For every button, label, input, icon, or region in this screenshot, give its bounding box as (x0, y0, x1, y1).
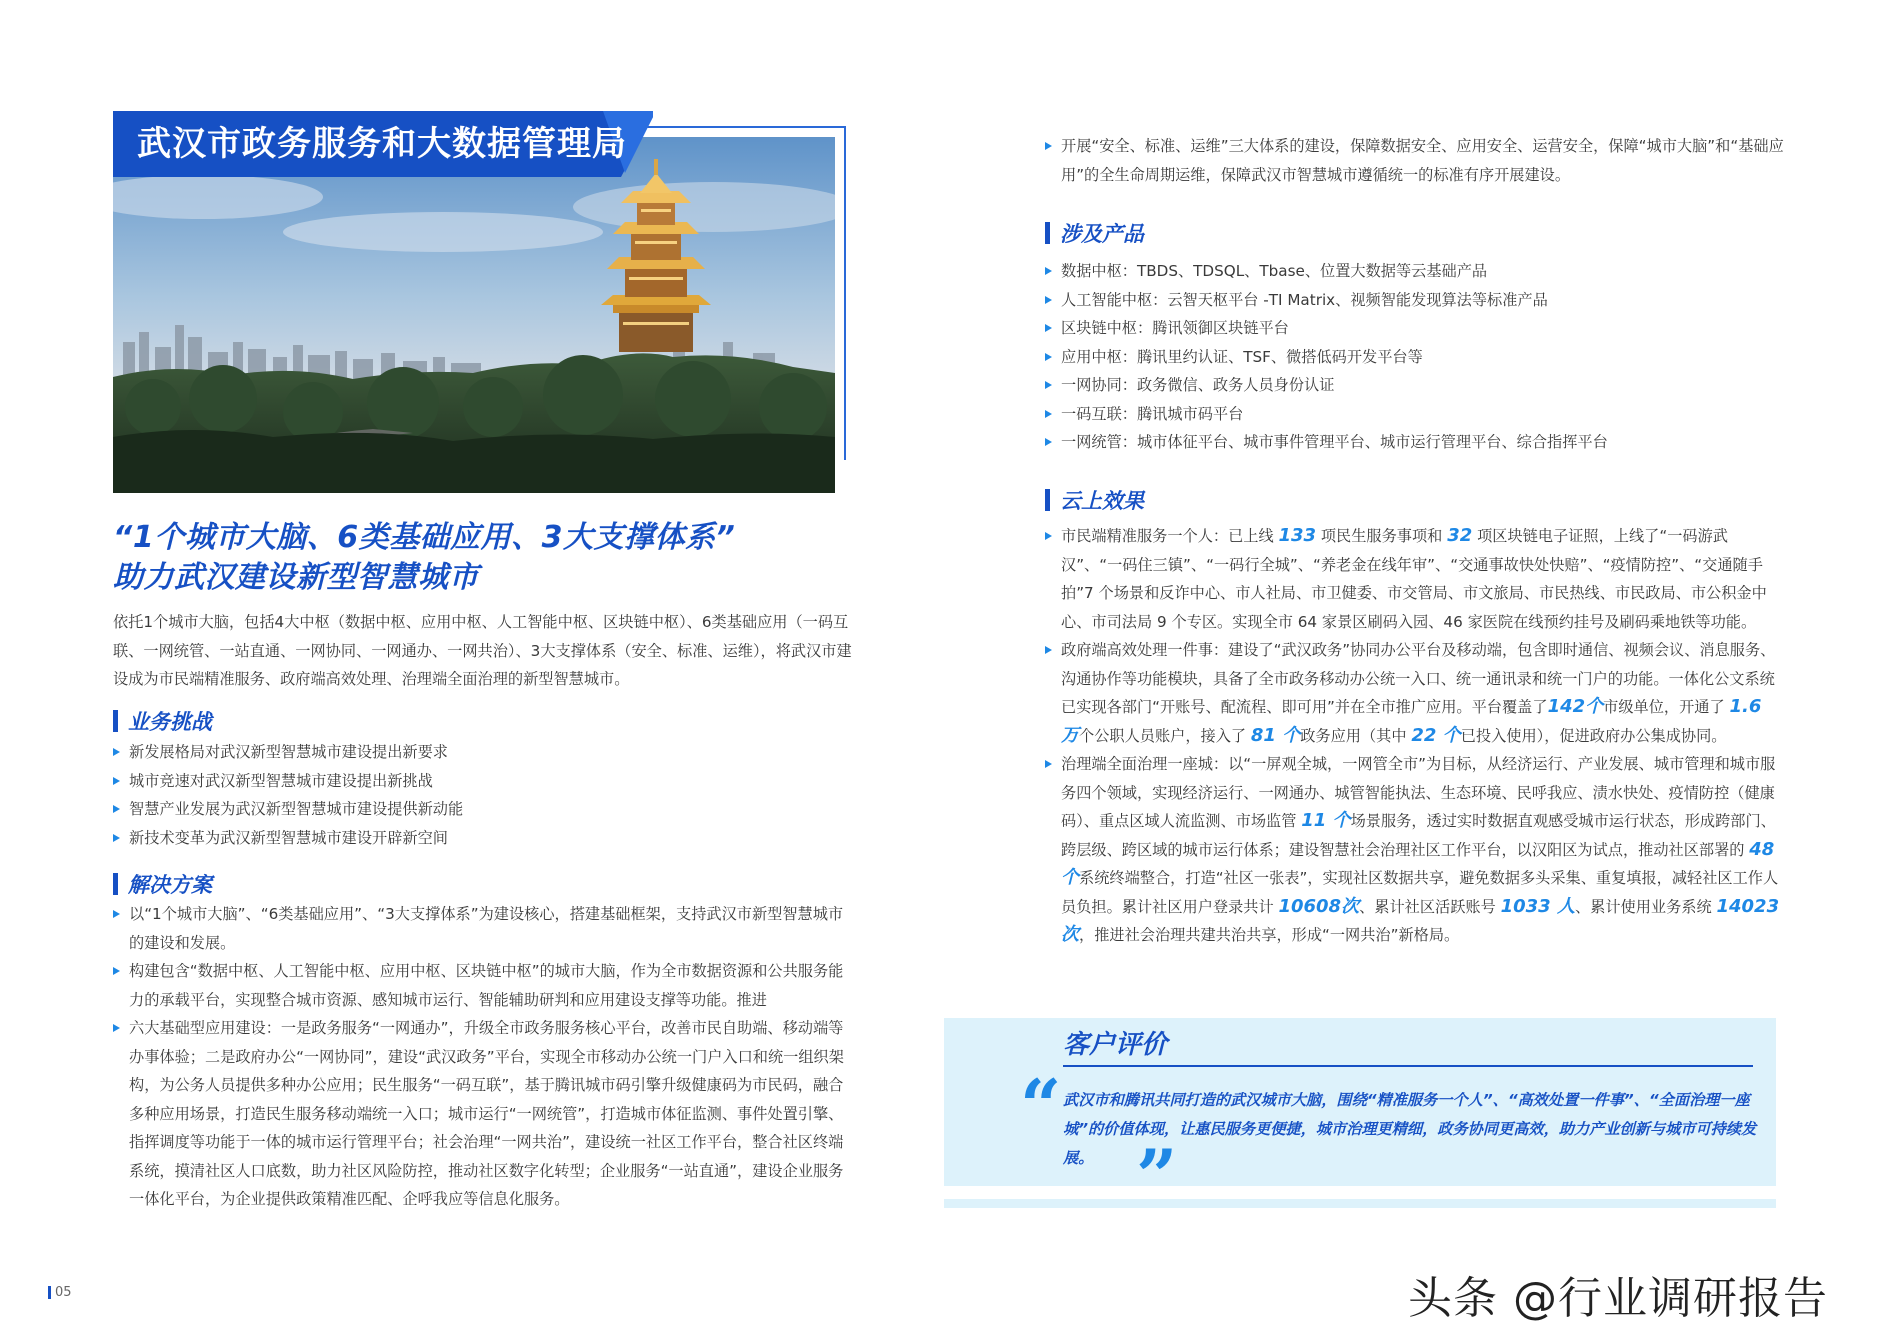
triangle-bullet-icon (1045, 410, 1052, 418)
list-item-text: 新发展格局对武汉新型智慧城市建设提出新要求 (129, 743, 448, 761)
highlight-number: 10608次 (1278, 895, 1360, 917)
page-number-text: 05 (55, 1285, 72, 1300)
list-item (113, 738, 858, 767)
highlight-number: 22 个 (1411, 724, 1461, 746)
review-heading: 客户评价 (1063, 1030, 1168, 1060)
text-run: 市民端精准服务一个人：已上线 (1061, 527, 1279, 545)
list-item (1045, 343, 1785, 372)
list-item (1045, 400, 1785, 429)
section-heading-text: 云上效果 (1060, 489, 1144, 513)
triangle-bullet-icon (1045, 267, 1052, 275)
review-bottom-bar (944, 1199, 1776, 1208)
list-item-text: 新技术变革为武汉新型智慧城市建设开辟新空间 (129, 828, 448, 847)
list-item (1045, 750, 1785, 950)
text-run: 、累计使用业务系统 (1574, 897, 1717, 916)
page-banner (113, 111, 653, 177)
list-item (113, 795, 858, 824)
triangle-bullet-icon (113, 910, 120, 918)
text-run: 场景服务，透过实时数据直观感受城市运行状态，形成跨部门、跨层级、跨区域的城市运行体系；建设智慧社会治理社区工作平台，以汉阳区为试点，推动社区部署的 (1061, 812, 1776, 859)
triangle-bullet-icon (1045, 438, 1052, 446)
section-heading-text: 涉及产品 (1060, 222, 1144, 246)
triangle-bullet-icon (113, 805, 120, 813)
section-heading-text: 业务挑战 (128, 710, 212, 734)
intro-paragraph: 依托1个城市大脑，包括4大中枢（数据中枢、应用中枢、人工智能中枢、区块链中枢）、6类基础应用（一码互联、一网统管、一站直通、一网协同、一网通办、一网共治）、3大支撑体系（安全、标准、运维），将武汉市建设成为市民端精准服务、政府端高效处理、治理端全面治理的新型智慧城市。 (113, 613, 852, 688)
triangle-bullet-icon (113, 967, 120, 975)
list-item (1045, 257, 1785, 286)
list-item-text: 构建包含“数据中枢、人工智能中枢、应用中枢、区块链中枢”的城市大脑，作为全市数据资源和公共服务能力的承载平台，实现整合城市资源、感知城市运行、智能辅助研判和应用建设支撑等功能。推进 (129, 962, 844, 1009)
review-quote-text: 武汉市和腾讯共同打造的武汉城市大脑，围绕“精准服务一个人”、“高效处置一件事”、“全面治理一座城”的价值体现，让惠民服务更便捷，城市治理更精细，政务协同更高效，助力产业创新与城市可持续发展。 (1063, 1091, 1757, 1167)
list-item-text: 开展“安全、标准、运维”三大体系的建设，保障数据安全、应用安全、运营安全，保障“城市大脑”和“基础应用”的全生命周期运维，保障武汉市智慧城市遵循统一的标准有序开展建设。 (1061, 137, 1784, 184)
list-item-text: 应用中枢：腾讯里约认证、TSF、微搭低码开发平台等 (1061, 347, 1423, 366)
heading-bar (1045, 489, 1050, 511)
list-item (113, 767, 858, 796)
highlight-number: 142个 (1547, 696, 1604, 717)
highlight-number: 133 (1278, 525, 1317, 546)
solutions-list (113, 900, 858, 1214)
top-right-list (1045, 132, 1785, 189)
highlight-number: 11 个 (1301, 810, 1351, 831)
triangle-bullet-icon (113, 1024, 120, 1032)
highlight-number: 48 个 (1061, 838, 1775, 888)
close-quote-icon: ” (1136, 1133, 1178, 1218)
triangle-bullet-icon (1045, 353, 1052, 361)
list-item-text: 一码互联：腾讯城市码平台 (1061, 404, 1244, 423)
triangle-bullet-icon (1045, 646, 1052, 654)
headline-line-2: 助力武汉建设新型智慧城市 (113, 560, 479, 595)
yellow-crane-tower-photo (113, 137, 835, 493)
open-quote-icon: “ (1020, 1063, 1062, 1148)
list-item (1045, 371, 1785, 400)
triangle-bullet-icon (1045, 142, 1052, 150)
list-item-text: 城市竞速对武汉新型智慧城市建设提出新挑战 (129, 771, 433, 790)
heading-bar (1045, 222, 1050, 244)
list-item (113, 900, 858, 957)
list-item-text: 数据中枢：TBDS、TDSQL、Tbase、位置大数据等云基础产品 (1061, 262, 1488, 280)
headline-line-1: “1个城市大脑、6类基础应用、3大支撑体系” (113, 520, 736, 555)
highlight-number: 32 (1447, 525, 1473, 546)
section-heading-products (1045, 218, 1144, 248)
section-heading-text: 解决方案 (128, 873, 212, 897)
list-item (113, 824, 858, 853)
heading-bar (113, 873, 118, 895)
highlight-number: 14023次 (1061, 895, 1780, 945)
triangle-bullet-icon (1045, 381, 1052, 389)
list-item-text: 人工智能中枢：云智天枢平台 -TI Matrix、视频智能发现算法等标准产品 (1061, 290, 1548, 309)
list-item (1045, 286, 1785, 315)
list-item (1045, 428, 1785, 457)
list-item (1045, 314, 1785, 343)
text-run: 系统终端整合，打造“社区一张表”，实现社区数据共享，避免数据多头采集、重复填报，减轻社区工作人员负担。累计社区用户登录共计 (1061, 869, 1779, 916)
case-headline (113, 518, 853, 598)
text-run: 市级单位，开通了 (1603, 698, 1730, 716)
text-run: 已投入使用），促进政府办公集成协同。 (1460, 726, 1727, 745)
products-list (1045, 257, 1785, 457)
list-item (113, 957, 858, 1014)
triangle-bullet-icon (1045, 760, 1052, 768)
page-number (48, 1285, 72, 1300)
list-item (1045, 522, 1785, 636)
banner-title: 武汉市政务服务和大数据管理局 (137, 124, 627, 164)
text-run: 、累计社区活跃账号 (1359, 897, 1501, 916)
highlight-number: 1033 人 (1500, 895, 1575, 917)
list-item-text: 以“1个城市大脑”、“6类基础应用”、“3大支撑体系”为建设核心，搭建基础框架，支持武汉市新型智慧城市的建设和发展。 (129, 905, 844, 952)
section-heading-effects (1045, 485, 1144, 515)
text-run: 个公职人员账户，接入了 (1079, 726, 1251, 745)
review-divider (1063, 1065, 1753, 1067)
list-item-text: 智慧产业发展为武汉新型智慧城市建设提供新动能 (129, 800, 464, 818)
list-item (1045, 636, 1785, 750)
effects-list (1045, 522, 1785, 950)
triangle-bullet-icon (113, 748, 120, 756)
watermark: 头条 @行业调研报告 (1408, 1273, 1828, 1324)
text-run: 政务应用（其中 (1300, 726, 1412, 745)
list-item-text: 区块链中枢：腾讯领御区块链平台 (1061, 319, 1289, 337)
triangle-bullet-icon (1045, 296, 1052, 304)
list-item (113, 1014, 858, 1214)
triangle-bullet-icon (1045, 324, 1052, 332)
section-heading-challenges (113, 706, 212, 736)
text-run: 项区块链电子证照，上线了“一码游武汉”、“一码住三镇”、“一码行全城”、“养老金在线年审”、“交通事故快处快赔”、“疫情防控”、“交通随手拍”7 个场景和反诈中心、市人社局、市卫健委、市交管局、市文旅局、市民热线、市民政局、市公积金中心、市司法局 9 个专区。实现全市 64 家景区刷码入园、46 家医院在线预约挂号及刷码乘地铁等功能。 (1061, 527, 1767, 631)
list-item (1045, 132, 1785, 189)
highlight-number: 81 个 (1250, 724, 1301, 746)
triangle-bullet-icon (113, 777, 120, 785)
page-number-bar (48, 1286, 51, 1299)
triangle-bullet-icon (113, 834, 120, 842)
text-run: 政府端高效处理一件事：建设了“武汉政务”协同办公平台及移动端，包含即时通信、视频会议、消息服务、沟通协作等功能模块，具备了全市政务移动办公统一入口、统一通讯录和统一门户的功能。一体化公文系统已实现各部门“开账号、配流程、即可用”并在全市推广应用。平台覆盖了 (1061, 641, 1776, 716)
list-item-text: 六大基础型应用建设：一是政务服务“一网通办”，升级全市政务服务核心平台，改善市民自助端、移动端等办事体验；二是政府办公“一网协同”，建设“武汉政务”平台，实现全市移动办公统一门户入口和统一组织架构，为公务人员提供多种办公应用；民生服务“一码互联”，基于腾讯城市码引擎升级健康码为市民码，融合多种应用场景，打造民生服务移动端统一入口；城市运行“一网统管”，打造城市体征监测、事件处置引擎、指挥调度等功能于一体的城市运行管理平台；社会治理“一网共治”，建设统一社区工作平台，整合社区终端系统，摸清社区人口底数，助力社区风险防控，推动社区数字化转型；企业服务“一站直通”，建设企业服务一体化平台，为企业提供政策精准匹配、企呼我应等信息化服务。 (129, 1019, 844, 1208)
text-run: ，推进社会治理共建共治共享，形成“一网共治”新格局。 (1079, 926, 1460, 944)
section-heading-solutions (113, 869, 212, 899)
text-run: 治理端全面治理一座城：以“一屏观全城，一网管全市”为目标，从经济运行、产业发展、城市管理和城市服务四个领域，实现经济运行、一网通办、城管智能执法、生态环境、民呼我应、渍水快处、疫情防控（健康码）、重点区域人流监测、市场监管 (1061, 755, 1776, 830)
list-item-text: 一网协同：政务微信、政务人员身份认证 (1061, 376, 1335, 394)
triangle-bullet-icon (1045, 532, 1052, 540)
challenges-list (113, 738, 858, 852)
list-item-text: 一网统管：城市体征平台、城市事件管理平台、城市运行管理平台、综合指挥平台 (1061, 433, 1608, 451)
highlight-number: 1.6 万 (1061, 696, 1762, 746)
heading-bar (113, 710, 118, 732)
text-run: 项民生服务事项和 (1316, 527, 1448, 545)
